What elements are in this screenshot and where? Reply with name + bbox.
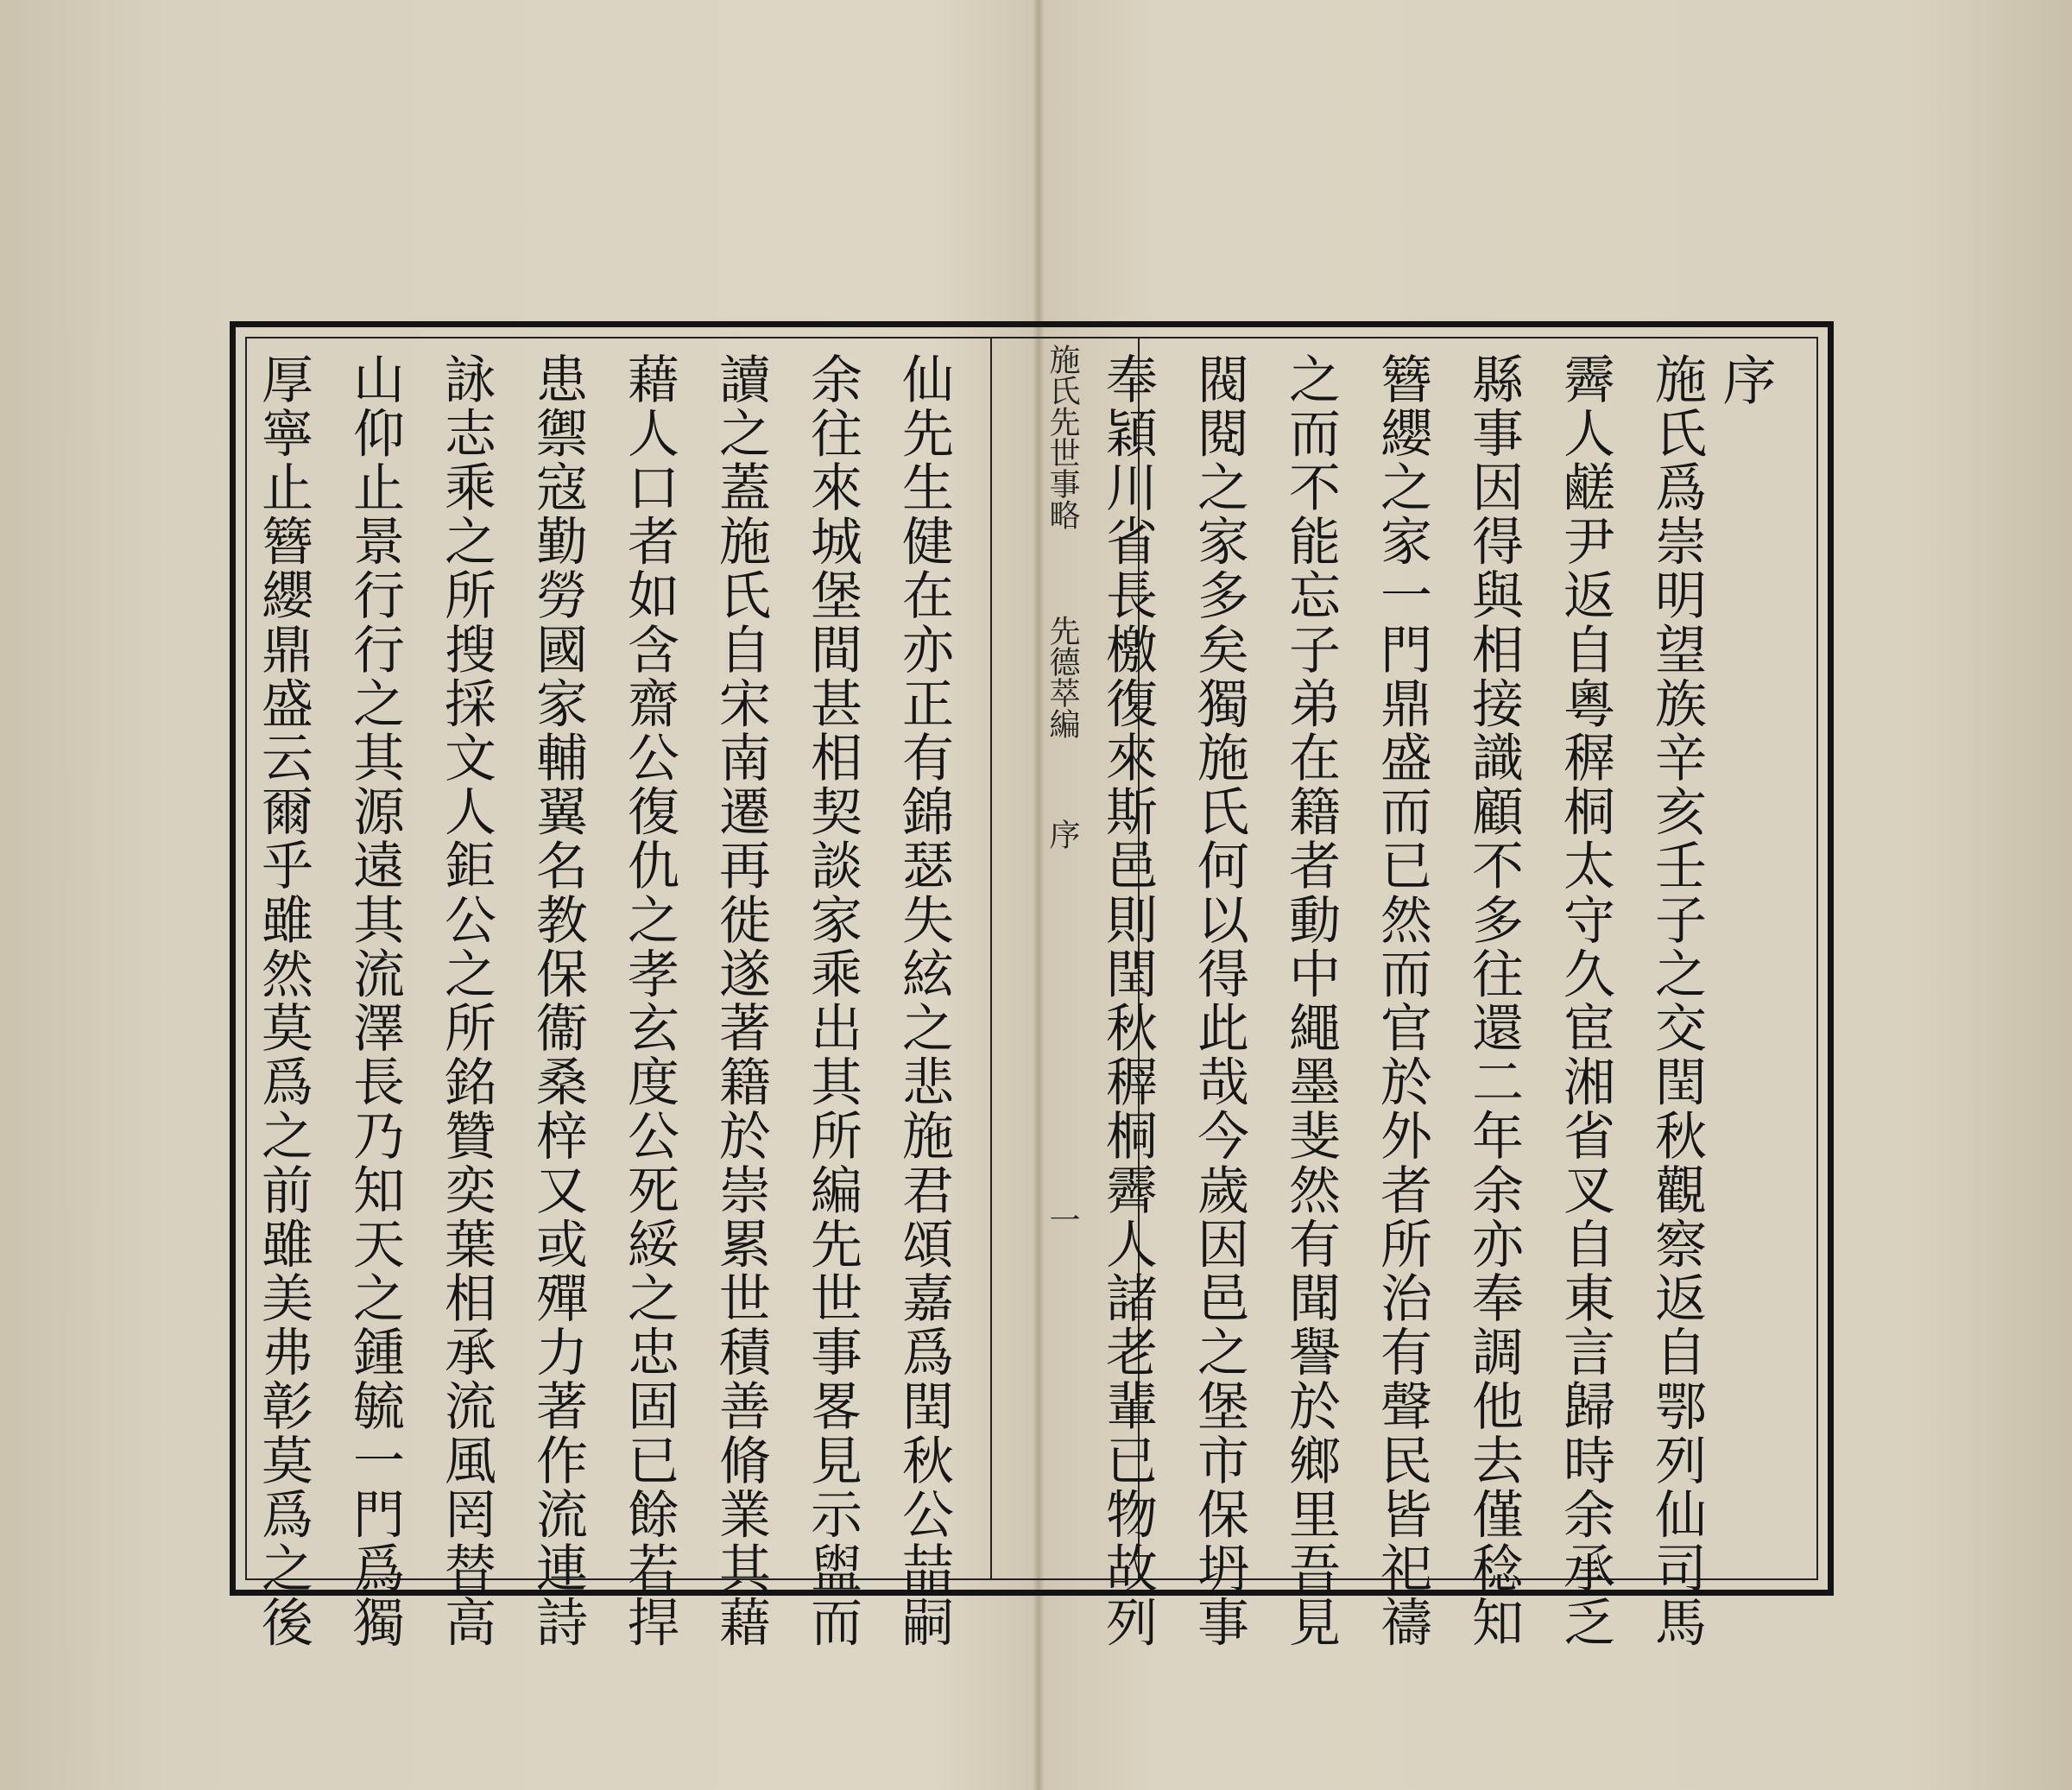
text-column-10: 讀之蓋施氏自宋南遷再徙遂著籍於崇累世積善脩業其藉: [711, 352, 771, 1650]
text-column-4: 簪纓之家一門鼎盛而已然而官於外者所治有聲民皆祀禱: [1372, 352, 1432, 1650]
center-strip-left-rule: [990, 338, 992, 1578]
text-column-6: 閥閱之家多矣獨施氏何以得此哉今歲因邑之堡市保坍事: [1189, 352, 1249, 1650]
center-book-title: 施氏先世事略: [1045, 344, 1080, 530]
text-column-12: 患禦寇勤勞國家輔翼名教保衞桑梓又或殫力著作流連詩: [527, 352, 588, 1650]
preface-heading: 序: [1714, 352, 1777, 406]
text-column-11: 藉人口者如含齋公復仇之孝玄度公死綏之忠固已餘若捍: [619, 352, 679, 1650]
text-column-15: 厚寧止簪纓鼎盛云爾乎雖然莫爲之前雖美弗彰莫爲之後: [253, 352, 313, 1650]
center-volume-title: 先德萃編: [1045, 615, 1080, 739]
text-column-3: 縣事因得與相接識顧不多往還二年余亦奉調他去僅稔知: [1463, 352, 1524, 1650]
text-column-8: 仙先生健在亦正有錦瑟失絃之悲施君頌嘉爲閏秋公喆嗣: [894, 352, 954, 1650]
center-section-label: 序: [1045, 819, 1080, 850]
text-column-1: 施氏爲崇明望族辛亥壬子之交閏秋觀察返自鄂列仙司馬: [1646, 352, 1707, 1650]
text-column-13: 詠志乘之所搜採文人鉅公之所銘贊奕葉相承流風罔替高: [436, 352, 496, 1650]
center-page-number: 一: [1045, 1204, 1080, 1235]
text-column-5: 之而不能忘子弟在籍者動中繩墨斐然有聞譽於鄉里吾見: [1280, 352, 1341, 1650]
text-column-14: 山仰止景行行之其源遠其流澤長乃知天之鍾毓一門爲獨: [344, 352, 405, 1650]
text-column-2: 霽人鹺尹返自粵稺桐太守久宦湘省叉自東言歸時余承乏: [1555, 352, 1615, 1650]
text-column-9: 余往來城堡間甚相契談家乘出其所編先世事畧見示盥而: [802, 352, 862, 1650]
text-column-7: 奉穎川省長檄復來斯邑則閏秋稺桐霽人諸老輩已物故列: [1097, 352, 1158, 1650]
